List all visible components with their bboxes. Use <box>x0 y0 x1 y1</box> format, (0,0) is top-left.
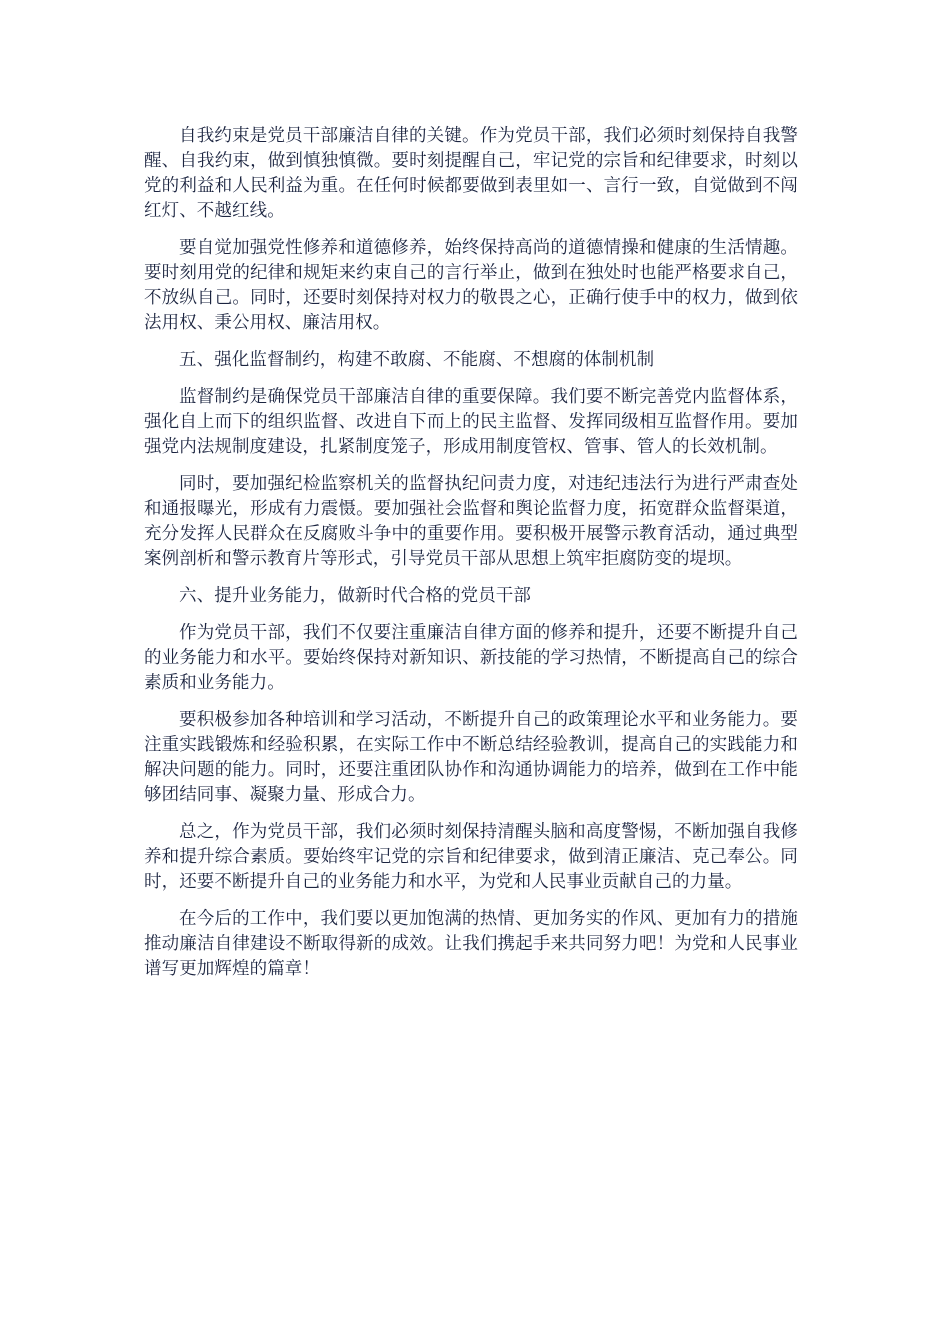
paragraph-professional-ability: 作为党员干部，我们不仅要注重廉洁自律方面的修养和提升，还要不断提升自己的业务能力和水平。要始终保持对新知识、新技能的学习热情，不断提高自己的综合素质和业务能力。 <box>144 623 798 693</box>
paragraph-closing: 在今后的工作中，我们要以更加饱满的热情、更加务实的作风、更加有力的措施推动廉洁自律建设不断取得新的成效。让我们携起手来共同努力吧！为党和人民事业谱写更加辉煌的篇章！ <box>144 909 798 979</box>
paragraph-summary: 总之，作为党员干部，我们必须时刻保持清醒头脑和高度警惕，不断加强自我修养和提升综合素质。要始终牢记党的宗旨和纪律要求，做到清正廉洁、克己奉公。同时，还要不断提升自己的业务能力和水平，为党和人民事业贡献自己的力量。 <box>144 822 798 892</box>
section-heading-six: 六、提升业务能力，做新时代合格的党员干部 <box>179 586 531 606</box>
paragraph-discipline-inspection: 同时，要加强纪检监察机关的监督执纪问责力度，对违纪违法行为进行严肃查处和通报曝光，形成有力震慑。要加强社会监督和舆论监督力度，拓宽群众监督渠道，充分发挥人民群众在反腐败斗争中的重要作用。要积极开展警示教育活动，通过典型案例剖析和警示教育片等形式，引导党员干部从思想上筑牢拒腐防变的堤坝。 <box>144 474 798 569</box>
section-heading-five: 五、强化监督制约，构建不敢腐、不能腐、不想腐的体制机制 <box>179 350 655 370</box>
paragraph-self-discipline: 自我约束是党员干部廉洁自律的关键。作为党员干部，我们必须时刻保持自我警醒、自我约束，做到慎独慎微。要时刻提醒自己，牢记党的宗旨和纪律要求，时刻以党的利益和人民利益为重。在任何时候都要做到表里如一、言行一致，自觉做到不闯红灯、不越红线。 <box>144 126 798 221</box>
document-body <box>144 124 798 994</box>
paragraph-supervision-system: 监督制约是确保党员干部廉洁自律的重要保障。我们要不断完善党内监督体系，强化自上而下的组织监督、改进自下而上的民主监督、发挥同级相互监督作用。要加强党内法规制度建设，扎紧制度笼子，形成用制度管权、管事、管人的长效机制。 <box>144 387 798 457</box>
paragraph-training-learning: 要积极参加各种培训和学习活动，不断提升自己的政策理论水平和业务能力。要注重实践锻炼和经验积累，在实际工作中不断总结经验教训，提高自己的实践能力和解决问题的能力。同时，还要注重团队协作和沟通协调能力的培养，做到在工作中能够团结同事、凝聚力量、形成合力。 <box>144 710 798 805</box>
paragraph-party-spirit-cultivation: 要自觉加强党性修养和道德修养，始终保持高尚的道德情操和健康的生活情趣。要时刻用党的纪律和规矩来约束自己的言行举止，做到在独处时也能严格要求自己，不放纵自己。同时，还要时刻保持对权力的敬畏之心，正确行使手中的权力，做到依法用权、秉公用权、廉洁用权。 <box>144 238 798 333</box>
